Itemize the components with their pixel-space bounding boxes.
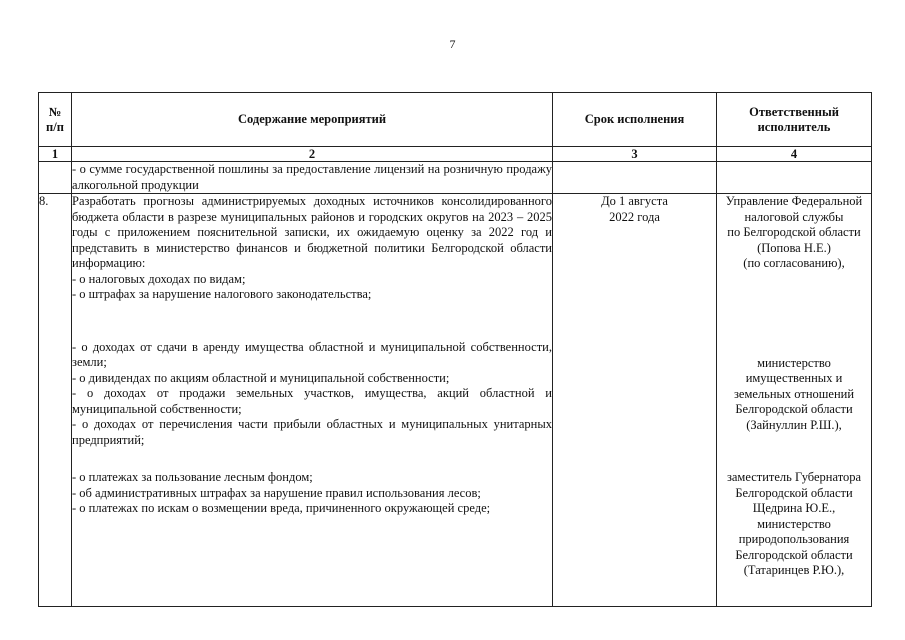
cell-num: 8. — [39, 194, 72, 607]
responsible-text: Управление Федеральной налоговой службы по Белгородской области (Попова Н.Е.) (по согласованию), — [725, 194, 863, 270]
responsible-text: заместитель Губернатора Белгородской области Щедрина Ю.Е., министерство природопользования Белгородской области (Татаринцев Р.Ю.), — [726, 470, 862, 577]
column-number-row — [39, 147, 872, 162]
content-intro: Разработать прогнозы администрируемых доходных источников консолидированного бюджета области в разрезе муниципальных районов и городских округов на 2023 – 2025 годы с приложением пояснительной записки, их ожидаемую оценку за 2022 год и представить в министерство финансов и бюджетной политики Белгородской области информацию: — [72, 194, 552, 270]
cell-responsible — [717, 194, 872, 607]
column-number: 2 — [72, 147, 553, 162]
table-row — [39, 194, 872, 607]
cell-responsible — [717, 162, 872, 194]
cell-deadline — [553, 162, 717, 194]
column-number: 1 — [39, 147, 72, 162]
header-num — [39, 93, 72, 147]
list-item: - о штрафах за нарушение налогового законодательства; — [72, 287, 372, 301]
list-item: - о налоговых доходах по видам; — [72, 271, 246, 286]
list-item: - о платежах по искам о возмещении вреда, причиненного окружающей среде; — [72, 501, 491, 515]
deadline-text: До 1 августа 2022 года — [601, 194, 668, 224]
column-number: 4 — [717, 147, 872, 162]
header-responsible-text: Ответственный исполнитель — [749, 104, 839, 134]
cell-num — [39, 162, 72, 194]
list-item: - об административных штрафах за нарушение правил использования лесов; — [72, 485, 481, 500]
list-item: - о доходах от перечисления части прибыли областных и муниципальных унитарных предприятий; — [72, 417, 552, 447]
content-text: - о сумме государственной пошлины за предоставление лицензий на розничную продажу алкогольной продукции — [72, 162, 552, 192]
table-header-row — [39, 93, 872, 147]
cell-content — [72, 162, 553, 194]
list-item: - о дивидендах по акциям областной и муниципальной собственности; — [72, 370, 450, 385]
header-deadline: Срок исполнения — [553, 93, 717, 147]
list-item: - о доходах от сдачи в аренду имущества областной и муниципальной собственности, земли; — [72, 339, 552, 369]
plan-table — [38, 92, 872, 607]
responsible-text: министерство имущественных и земельных отношений Белгородской области (Зайнуллин Р.Ш.), — [733, 355, 855, 432]
header-responsible — [717, 93, 872, 147]
list-item: - о платежах за пользование лесным фондом; — [72, 470, 313, 484]
cell-deadline — [553, 194, 717, 607]
header-content: Содержание мероприятий — [72, 93, 553, 147]
table-row — [39, 162, 872, 194]
column-number: 3 — [553, 147, 717, 162]
list-item: - о доходах от продажи земельных участков, имущества, акций областной и муниципальной собственности; — [72, 386, 552, 416]
header-num-text: № п/п — [46, 104, 64, 134]
cell-content — [72, 194, 553, 607]
page-number: 7 — [449, 37, 456, 51]
